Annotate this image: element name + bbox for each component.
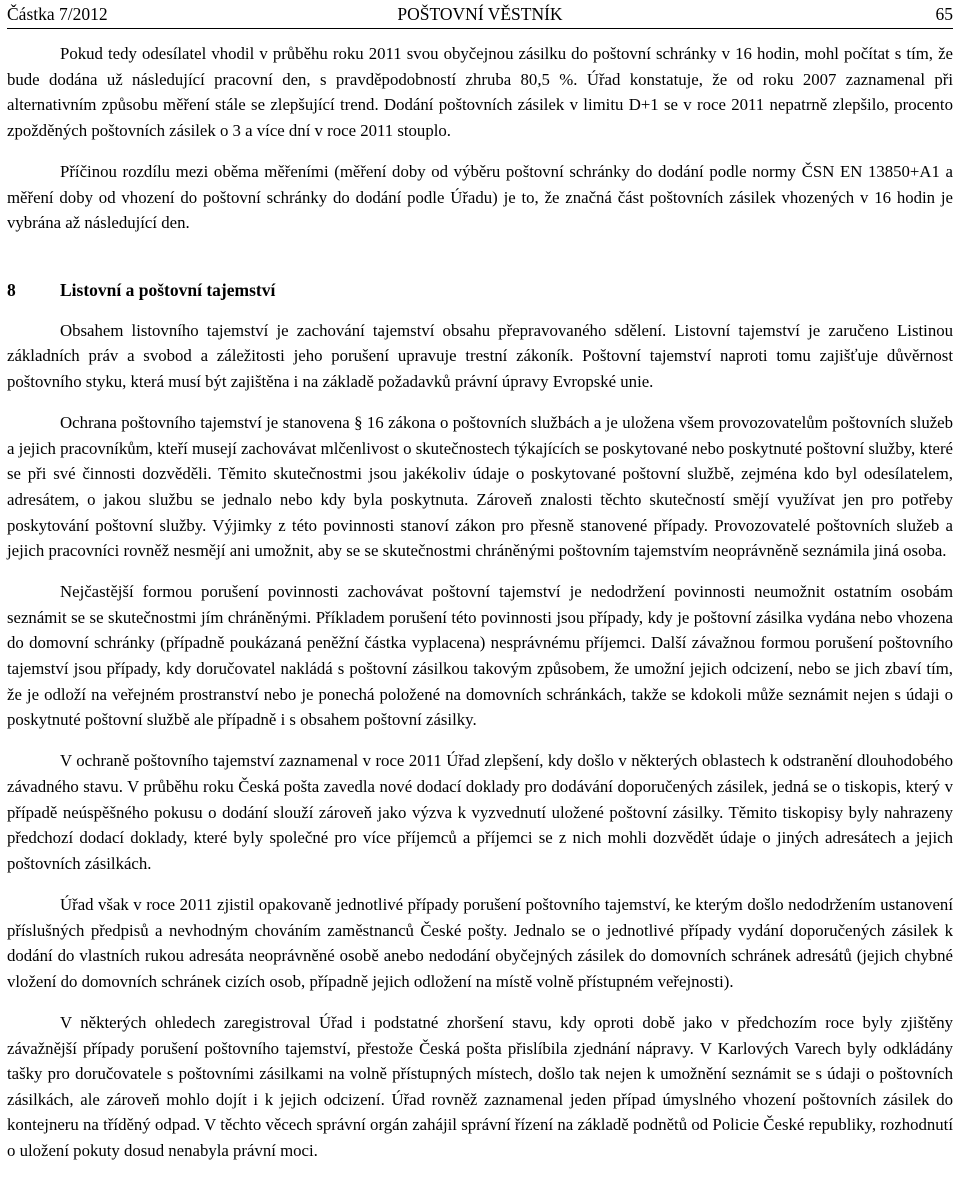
- paragraph-intro-1: Pokud tedy odesílatel vhodil v průběhu roku 2011 svou obyčejnou zásilku do poštovní schránky v 16 hodin, mohl počítat s tím, že bude dodána už následující pracovní den, s pravděpodobností zhruba 80,5 %. Úřad konstatuje, že od roku 2007 zaznamenal při alternativním způsobu měření stále se zlepšující trend. Dodání poštovních zásilek v limitu D+1 se v roce 2011 nepatrně zlepšilo, procento zpožděných poštovních zásilek o 3 a více dní v roce 2011 stouplo.: [7, 44, 953, 140]
- issue-number: Částka 7/2012: [7, 4, 108, 24]
- paragraph-section-6: V některých ohledech zaregistroval Úřad i podstatné zhoršení stavu, kdy oproti době jako v předchozím roce byly zjištěny závažnější případy porušení poštovního tajemství, přestože Česká pošta přislíbila zjednání nápravy. V Karlových Varech byly odkládány tašky pro doručovatele s poštovními zásilkami na volně přístupných místech, došlo tak nejen k umožnění seznámit se s údaji o poštovních zásilkách, ale zároveň mohlo dojít i k jejich odcizení. Úřad rovněž zaznamenal jeden případ úmyslného vhození poštovních zásilek do kontejneru na tříděný odpad. V těchto věcech správní orgán zahájil správní řízení na základě podnětů od Policie České republiky, rozhodnutí o uložení pokuty dosud nenabyla právní moci.: [7, 1012, 953, 1160]
- section-title: Listovní a poštovní tajemství: [60, 279, 276, 300]
- paragraph-intro-2: Příčinou rozdílu mezi oběma měřeními (měření doby od výběru poštovní schránky do dodání podle normy ČSN EN 13850+A1 a měření doby od vhození do poštovní schránky do dodání podle Úřadu) je to, že značná část poštovních zásilek vhozených v 16 hodin je vybrána až následující den.: [7, 161, 953, 233]
- header-divider: [7, 28, 953, 29]
- paragraph-section-3: Nejčastější formou porušení povinnosti zachovávat poštovní tajemství je nedodržení povinnosti neumožnit ostatním osobám seznámit se se skutečnostmi jím chráněnými. Příkladem porušení této povinnosti jsou případy, kdy je poštovní zásilka vydána nebo vhozena do domovní schránky (případně poukázaná peněžní částka vyplacena) nesprávnému příjemci. Další závažnou formou porušení poštovního tajemství jsou případy, kdy doručovatel nakládá s poštovní zásilkou takovým způsobem, že umožní jejich odcizení, nebo se jich zbaví tím, že je odloží na veřejném prostranství nebo je ponechá položené na domovních schránkách, takže se kdokoli může seznámit nejen s údaji o poskytnuté poštovní službě ale případně i s obsahem poštovní zásilky.: [7, 582, 953, 730]
- page-header: [7, 2, 953, 28]
- document-body: [7, 41, 953, 1164]
- section-heading: [7, 278, 953, 303]
- page-number: 65: [935, 4, 953, 24]
- section-number: 8: [7, 279, 16, 300]
- journal-title: POŠTOVNÍ VĚSTNÍK: [397, 4, 563, 24]
- paragraph-section-4: V ochraně poštovního tajemství zaznamenal v roce 2011 Úřad zlepšení, kdy došlo v některých oblastech k odstranění dlouhodobého závadného stavu. V průběhu roku Česká pošta zavedla nové dodací doklady pro dodávání doporučených zásilek, jedná se o tiskopis, který v případě neúspěšného pokusu o dodání slouží zároveň jako výzva k vyzvednutí uložené poštovní zásilky. Těmito tiskopisy byly nahrazeny předchozí dodací doklady, které byly společné pro více příjemců a příjemci se z nich mohli dozvědět údaje o jiných adresátech a jejich poštovních zásilkách.: [7, 751, 953, 873]
- paragraph-section-5: Úřad však v roce 2011 zjistil opakovaně jednotlivé případy porušení poštovního tajemství, ke kterým došlo nedodržením ustanovení příslušných předpisů a nevhodným chováním zaměstnanců České pošty. Jednalo se o jednotlivé případy vydání doporučených zásilek k dodání do vlastních rukou adresáta neoprávněné osobě anebo nedodání obyčejných zásilek do domovních schránek adresátů (jejich chybné vložení do domovních schránek cizích osob, případně jejich odložení na místě volně přístupném veřejnosti).: [7, 895, 953, 991]
- paragraph-section-2: Ochrana poštovního tajemství je stanovena § 16 zákona o poštovních službách a je uložena všem provozovatelům poštovních služeb a jejich pracovníkům, kteří musejí zachovávat mlčenlivost o skutečnostech týkajících se poskytované nebo poskytnuté poštovní služby, které se při své činnosti dozvěděli. Těmito skutečnostmi jsou jakékoliv údaje o poskytované poštovní službě, zejména kdo byl odesílatelem, adresátem, o jakou službu se jednalo nebo kdy byla poskytnuta. Zároveň znalosti těchto skutečností smějí využívat jen pro potřeby poskytování poštovní služby. Výjimky z této povinnosti stanoví zákon pro přesně stanovené případy. Provozovatelé poštovních služeb a jejich pracovníci rovněž nesmějí ani umožnit, aby se se skutečnostmi chráněnými poštovním tajemstvím neoprávněně seznámila jiná osoba.: [7, 413, 953, 561]
- paragraph-section-1: Obsahem listovního tajemství je zachování tajemství obsahu přepravovaného sdělení. Listovní tajemství je zaručeno Listinou základních práv a svobod a záležitosti jeho porušení upravuje trestní zákoník. Poštovní tajemství naproti tomu zajišťuje důvěrnost poštovního styku, která musí být zajištěna i na základě požadavků právní úpravy Evropské unie.: [7, 320, 953, 391]
